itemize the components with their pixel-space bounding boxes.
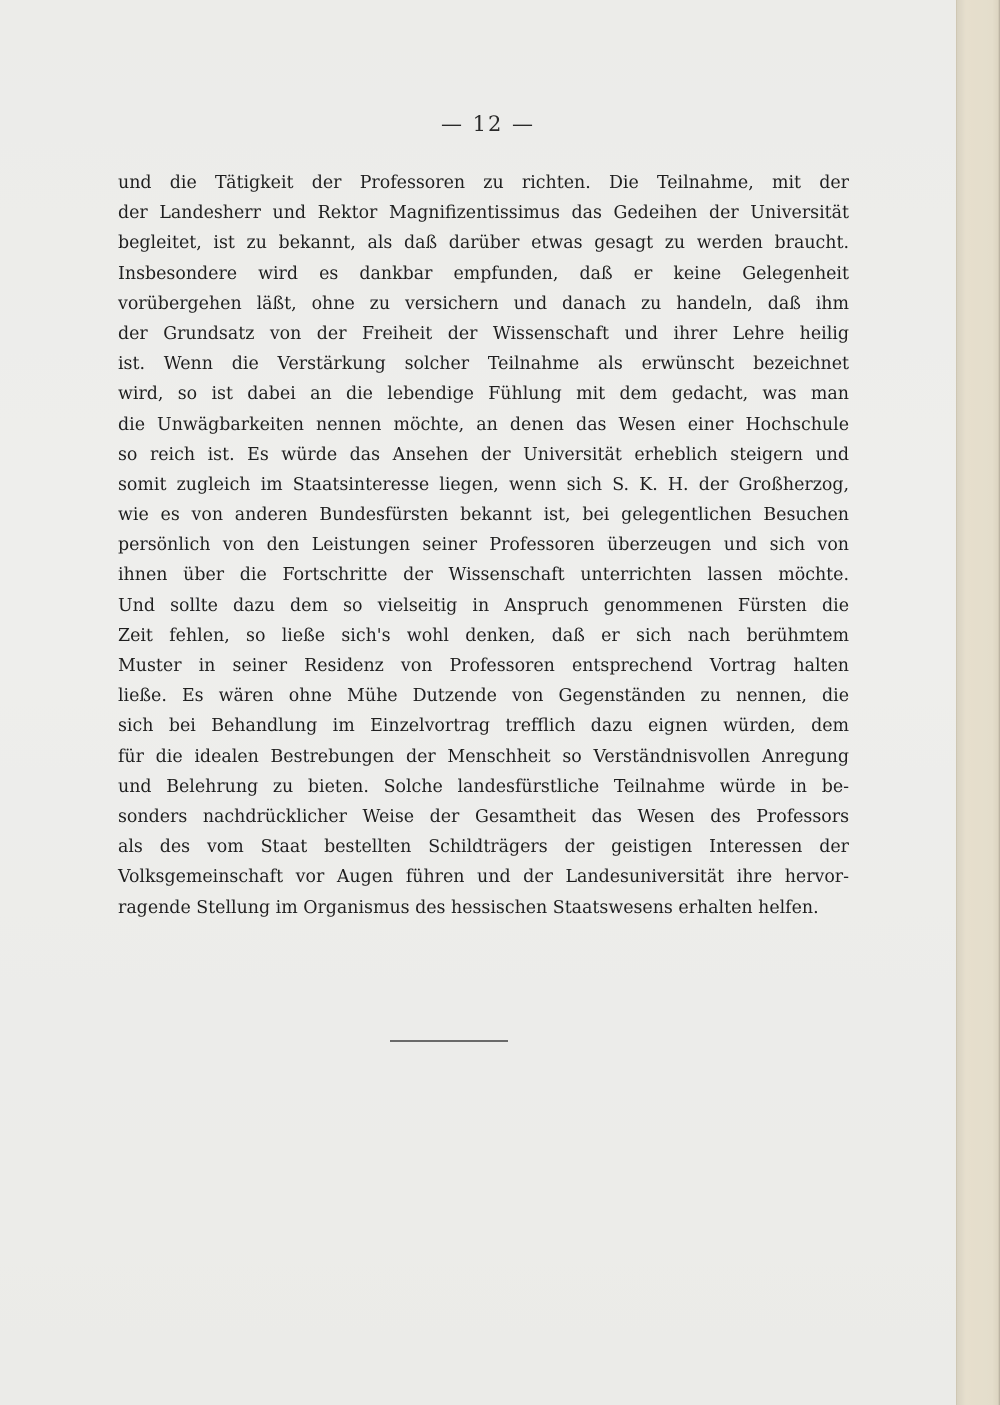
text-line: Insbesondere wird es dankbar empfunden, daß er keine Gelegenheit — [118, 263, 849, 284]
body-paragraph — [118, 168, 849, 923]
text-line: und Belehrung zu bieten. Solche landesfürstliche Teilnahme würde in be- — [118, 776, 849, 797]
text-line: wird, so ist dabei an die lebendige Fühlung mit dem gedacht, was man — [118, 384, 849, 405]
text-line: für die idealen Bestrebungen der Menschheit so Verständnisvollen Anregung — [118, 746, 849, 767]
text-line: Zeit fehlen, so ließe sich's wohl denken, daß er sich nach berühmtem — [118, 625, 849, 646]
text-line: begleitet, ist zu bekannt, als daß darüber etwas gesagt zu werden braucht. — [118, 233, 849, 254]
text-line: der Grundsatz von der Freiheit der Wissenschaft und ihrer Lehre heilig — [118, 323, 849, 344]
text-line-last: ragende Stellung im Organismus des hessischen Staatswesens erhalten helfen. — [118, 897, 819, 918]
text-line: wie es von anderen Bundesfürsten bekannt ist, bei gelegentlichen Besuchen — [118, 505, 849, 526]
text-line: ließe. Es wären ohne Mühe Dutzende von Gegenständen zu nennen, die — [118, 686, 849, 707]
section-divider-rule — [390, 1040, 508, 1042]
page-edge-strip — [956, 0, 1000, 1405]
text-line: sich bei Behandlung im Einzelvortrag trefflich dazu eignen würden, dem — [118, 716, 849, 737]
text-line: persönlich von den Leistungen seiner Professoren überzeugen und sich von — [118, 535, 849, 556]
text-line: Volksgemeinschaft vor Augen führen und der Landesuniversität ihre hervor- — [118, 867, 849, 888]
text-line: als des vom Staat bestellten Schildträgers der geistigen Interessen der — [118, 837, 849, 858]
text-line: sonders nachdrücklicher Weise der Gesamtheit das Wesen des Professors — [118, 806, 849, 827]
text-line: und die Tätigkeit der Professoren zu richten. Die Teilnahme, mit der — [118, 173, 849, 193]
text-line: Und sollte dazu dem so vielseitig in Anspruch genommenen Fürsten die — [118, 595, 849, 616]
text-line: vorübergehen läßt, ohne zu versichern und danach zu handeln, daß ihm — [118, 293, 849, 314]
text-line: der Landesherr und Rektor Magnifizentissimus das Gedeihen der Universität — [118, 203, 849, 224]
text-line: ihnen über die Fortschritte der Wissenschaft unterrichten lassen möchte. — [118, 565, 849, 586]
text-line: so reich ist. Es würde das Ansehen der Universität erheblich steigern und — [118, 444, 849, 465]
text-line: die Unwägbarkeiten nennen möchte, an denen das Wesen einer Hochschule — [118, 414, 849, 435]
text-line: somit zugleich im Staatsinteresse liegen, wenn sich S. K. H. der Großherzog, — [118, 474, 849, 495]
text-line: Muster in seiner Residenz von Professoren entsprechend Vortrag halten — [118, 656, 849, 676]
page-number: — 12 — — [440, 112, 536, 136]
text-line: ist. Wenn die Verstärkung solcher Teilnahme als erwünscht bezeichnet — [118, 354, 849, 375]
